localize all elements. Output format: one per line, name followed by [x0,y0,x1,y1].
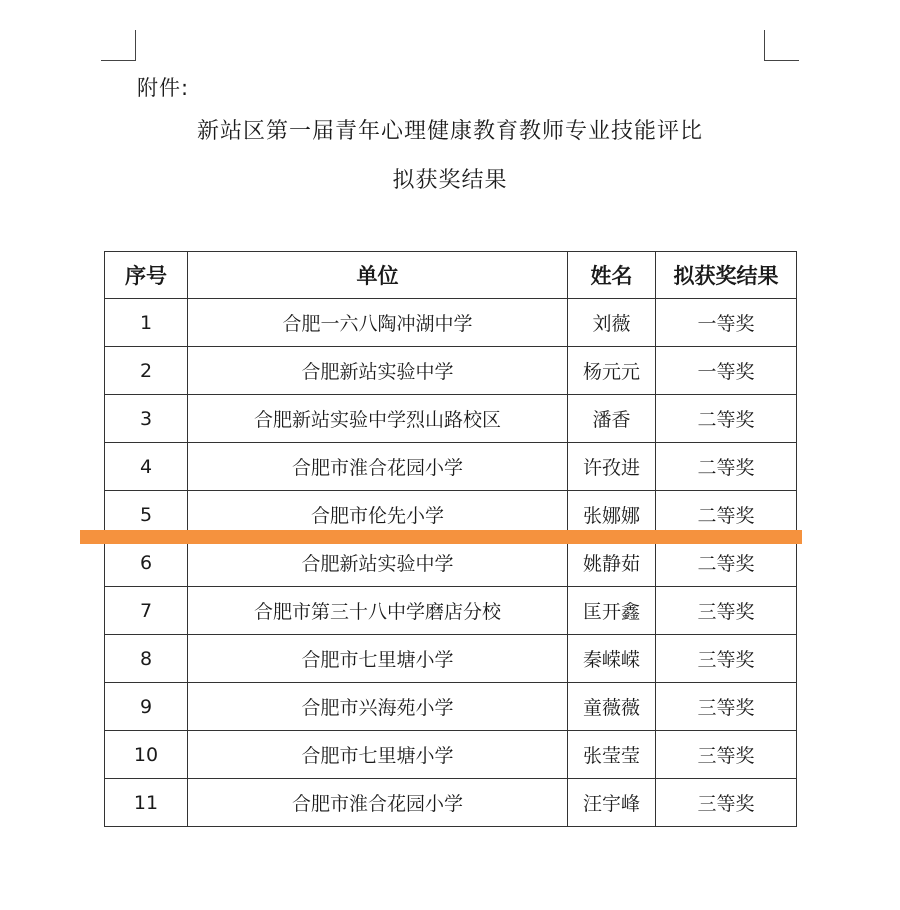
cell-index: 5 [105,491,188,539]
cell-name: 刘薇 [568,299,656,347]
cell-award: 一等奖 [656,347,797,395]
table-row [105,779,797,827]
cell-unit: 合肥一六八陶冲湖中学 [188,299,568,347]
cell-index: 10 [105,731,188,779]
cell-name: 许孜进 [568,443,656,491]
table-row [105,347,797,395]
cell-name: 匡开鑫 [568,587,656,635]
cell-name: 杨元元 [568,347,656,395]
cell-index: 4 [105,443,188,491]
table-row [105,443,797,491]
table-row [105,683,797,731]
cell-unit: 合肥市兴海苑小学 [188,683,568,731]
cell-index: 1 [105,299,188,347]
table-row [105,635,797,683]
cell-unit: 合肥市淮合花园小学 [188,779,568,827]
header-award: 拟获奖结果 [656,252,797,299]
table-row [105,587,797,635]
page-corner-mark-top-left [101,30,136,61]
cell-award: 二等奖 [656,443,797,491]
cell-name: 潘香 [568,395,656,443]
header-unit: 单位 [188,252,568,299]
cell-award: 二等奖 [656,491,797,539]
cell-unit: 合肥市第三十八中学磨店分校 [188,587,568,635]
cell-unit: 合肥市伦先小学 [188,491,568,539]
cell-index: 7 [105,587,188,635]
table-header-row [105,252,797,299]
header-name: 姓名 [568,252,656,299]
cell-unit: 合肥市七里塘小学 [188,731,568,779]
cell-name: 汪宇峰 [568,779,656,827]
cell-index: 3 [105,395,188,443]
cell-unit: 合肥市七里塘小学 [188,635,568,683]
cell-award: 三等奖 [656,635,797,683]
cell-name: 张娜娜 [568,491,656,539]
cell-award: 三等奖 [656,587,797,635]
page-corner-mark-top-right [764,30,799,61]
cell-index: 8 [105,635,188,683]
cell-award: 三等奖 [656,779,797,827]
cell-award: 三等奖 [656,731,797,779]
cell-index: 11 [105,779,188,827]
cell-name: 秦嵘嵘 [568,635,656,683]
cell-unit: 合肥新站实验中学烈山路校区 [188,395,568,443]
cell-unit: 合肥市淮合花园小学 [188,443,568,491]
document-title-line-2: 拟获奖结果 [392,168,508,193]
cell-unit: 合肥新站实验中学 [188,347,568,395]
highlight-bar [80,530,802,544]
cell-name: 童薇薇 [568,683,656,731]
table-row [105,539,797,587]
cell-unit: 合肥新站实验中学 [188,539,568,587]
header-index: 序号 [105,252,188,299]
cell-index: 2 [105,347,188,395]
document-title-line-1: 新站区第一届青年心理健康教育教师专业技能评比 [196,119,703,144]
cell-name: 张莹莹 [568,731,656,779]
cell-award: 三等奖 [656,683,797,731]
cell-name: 姚静茹 [568,539,656,587]
table-row [105,731,797,779]
table-row [105,299,797,347]
cell-index: 9 [105,683,188,731]
cell-award: 二等奖 [656,539,797,587]
attachment-label: 附件: [137,76,190,100]
cell-award: 一等奖 [656,299,797,347]
cell-award: 二等奖 [656,395,797,443]
cell-index: 6 [105,539,188,587]
table-row [105,395,797,443]
